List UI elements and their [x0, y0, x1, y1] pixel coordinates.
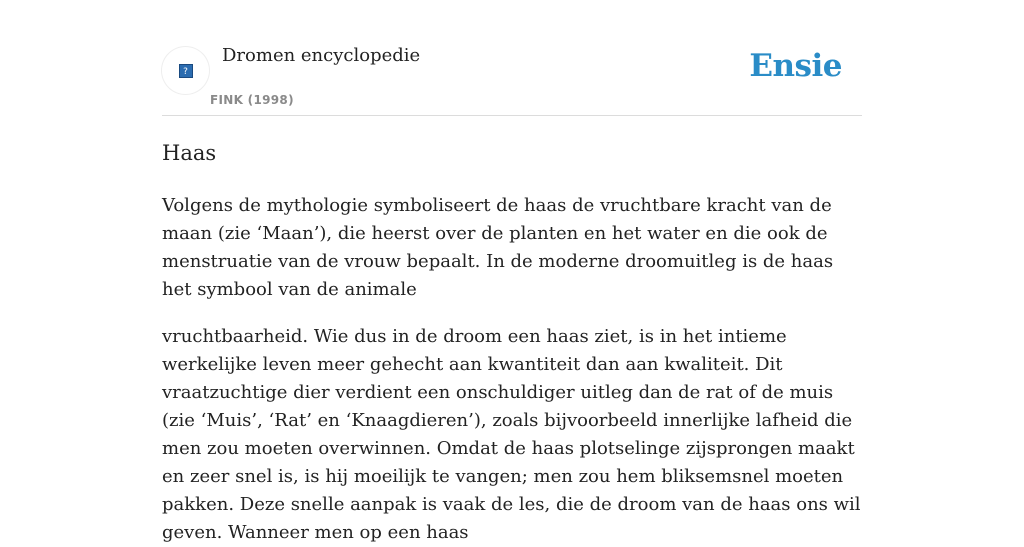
book-title-link[interactable]: Dromen encyclopedie	[222, 45, 421, 66]
entry-paragraph: Volgens de mythologie symboliseert de haas de vruchtbare kracht van de maan (zie ‘Maan’), die heerst over de planten en het water en die ook de menstruatie van de vrouw bepaalt. In de moderne droomuitleg is de haas het symbool van de animale	[162, 195, 834, 300]
entry-page	[162, 0, 862, 543]
entry-header	[162, 0, 862, 116]
ensie-logo[interactable]: Ensie	[749, 48, 842, 84]
book-source: FINK (1998)	[210, 93, 294, 107]
book-cover-icon[interactable]	[162, 47, 209, 94]
question-mark-icon: ?	[179, 64, 193, 78]
entry-title: Haas	[162, 141, 217, 165]
entry-paragraph: vruchtbaarheid. Wie dus in de droom een haas ziet, is in het intieme werkelijke leven meer gehecht aan kwantiteit dan aan kwaliteit. Dit vraatzuchtige dier verdient een onschuldiger uitleg dan de rat of de muis (zie ‘Muis’, ‘Rat’ en ‘Knaagdieren’), zoals bijvoorbeeld innerlijke lafheid die men zou moeten overwinnen. Omdat de haas plotselinge zijsprongen maakt en zeer snel is, is hij moeilijk te vangen; men zou hem bliksemsnel moeten pakken. Deze snelle aanpak is vaak de les, die de droom van de haas ons wil geven. Wanneer men op een haas	[162, 326, 861, 543]
